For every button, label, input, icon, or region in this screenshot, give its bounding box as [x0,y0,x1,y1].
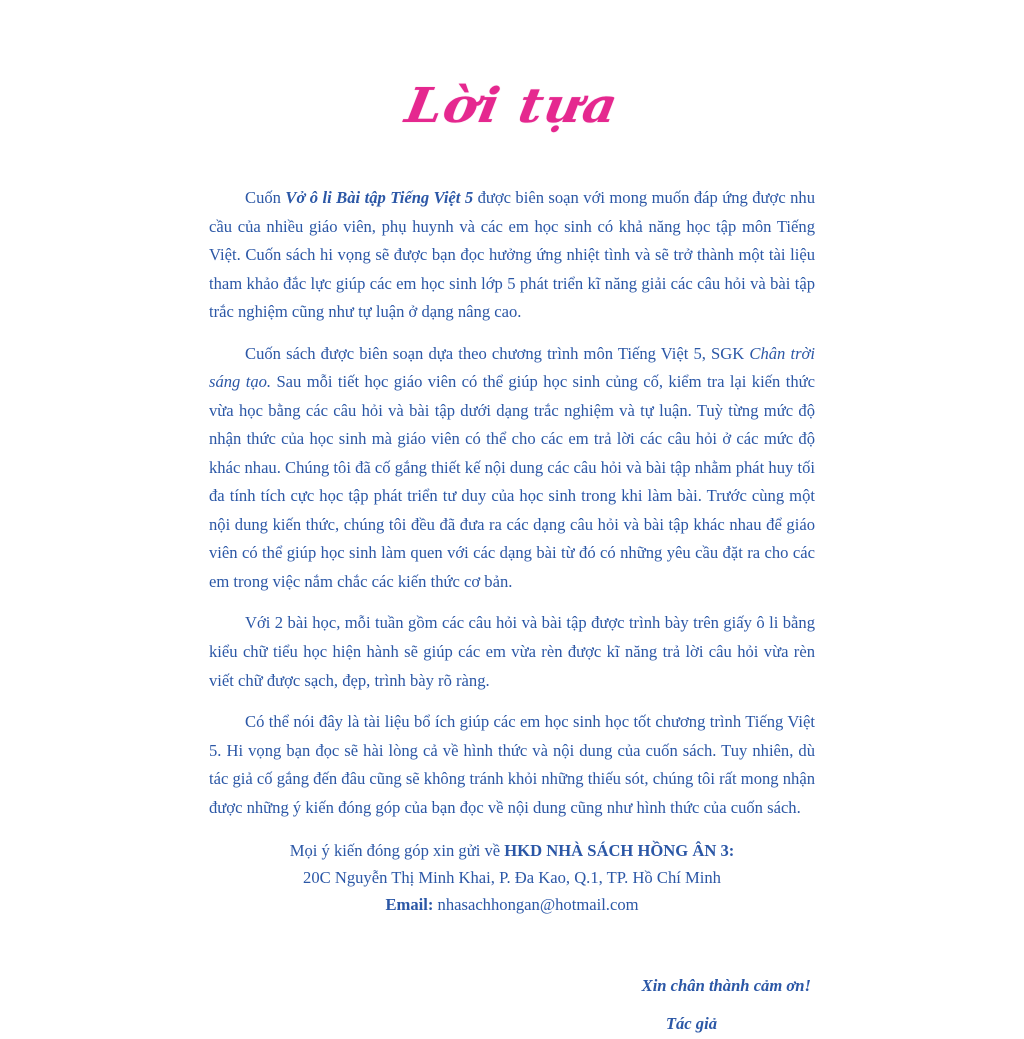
paragraph-4 [209,708,815,822]
contact-intro-text: Mọi ý kiến đóng góp xin gửi về [289,841,505,861]
contact-intro-line [209,838,815,865]
paragraph-2 [209,340,815,597]
contact-address: 20C Nguyễn Thị Minh Khai, P. Đa Kao, Q.1, TP. Hồ Chí Minh [303,868,721,888]
para3-run1: Với 2 bài học, mỗi tuần gồm các câu hỏi và bài tập được trình bày trên giấy ô li bằng kiểu chữ tiểu học hiện hành sẽ giúp các em vừa rèn được kĩ năng trả lời câu hỏi vừa rèn viết chữ được sạch, đẹp, trình bày rõ ràng. [209,613,815,690]
para4-run1: Có thể nói đây là tài liệu bổ ích giúp các em học sinh học tốt chương trình Tiếng Việt 5. Hi vọng bạn đọc sẽ hài lòng cả về hình thức và nội dung của cuốn sách. Tuy nhiên, dù tác giả cố gắng đến đâu cũng sẽ không tránh khỏi những thiếu sót, chúng tôi rất mong nhận được những ý kiến đóng góp của bạn đọc về nội dung cũng như hình thức của cuốn sách. [209,712,815,817]
contact-block [209,838,815,919]
contact-email-value[interactable]: nhasachhongan@hotmail.com [433,894,639,914]
para2-run1: Cuốn sách được biên soạn dựa theo chương trình môn Tiếng Việt 5, SGK [245,343,750,363]
signoff-thanks: Xin chân thành cảm ơn! [641,975,811,995]
page-title: Lời tựa [401,78,623,134]
para2-run3: Sau mỗi tiết học giáo viên có thể giúp học sinh củng cố, kiểm tra lại kiến thức vừa học bằng các câu hỏi và bài tập dưới dạng trắc nghiệm và tự luận. Tuỳ từng mức độ nhận thức của học sinh mà giáo viên có thể cho các em trả lời các câu hỏi ở các mức độ khác nhau. Chúng tôi đã cố gắng thiết kế nội dung các câu hỏi và bài tập nhằm phát huy tối đa tính tích cực học tập phát triển tư duy của học sinh trong khi làm bài. Trước cùng một nội dung kiến thức, chúng tôi đều đã đưa ra các dạng câu hỏi và bài tập khác nhau để giáo viên có thể giúp học sinh làm quen với các dạng bài từ đó có những yêu cầu đặt ra cho các em trong việc nắm chắc các kiến thức cơ bản. [209,372,815,591]
paragraph-1 [209,184,815,327]
document-body [209,148,815,822]
para1-run1: Cuốn [245,188,286,207]
para1-run3: được biên soạn với mong muốn đáp ứng được nhu cầu của nhiều giáo viên, phụ huynh và các em học sinh có khả năng học tập môn Tiếng Việt. Cuốn sách hi vọng sẽ được bạn đọc hưởng ứng nhiệt tình và sẽ trở thành một tài liệu tham khảo đắc lực giúp các em học sinh lớp 5 phát triển kĩ năng giải các câu hỏi và bài tập trắc nghiệm cũng như tự luận ở dạng nâng cao. [209,188,816,322]
page-title-container [0,0,1024,148]
para2-series-title: Chân trời sáng tạo. [209,343,815,392]
contact-email-label: Email: [385,894,434,914]
signoff-author: Tác giả [665,1013,717,1033]
contact-company-name: HKD NHÀ SÁCH HỒNG ÂN 3: [504,841,735,861]
contact-email-line [209,892,815,919]
signoff-block [209,971,815,1039]
para1-book-title: Vở ô li Bài tập Tiếng Việt 5 [285,188,474,207]
paragraph-3 [209,609,815,695]
